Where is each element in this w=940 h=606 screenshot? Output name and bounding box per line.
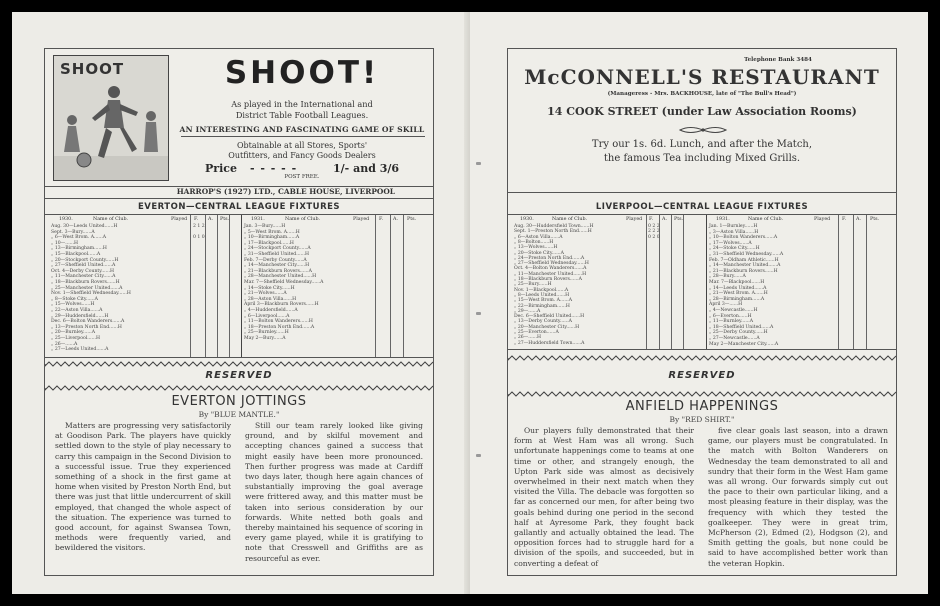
- fixture-row: „ 11—Manchester United......H: [514, 271, 587, 277]
- anfield-happenings-col1: Our players fully demonstrated that their form at West Ham was all wrong. Such unfortunate happenings come to teams at one time or other, and strangely enough, the Upton Park side was almost as decisively overwhelmed in their next match when they visited the Villa. The debacle was forgotten so far as concerned our men, for after being two goals behind during one period in the second half at Ayresome Park, they fought back gallantly and actually obtained the lead. The opposition forces had to struggle hard for a division of the spoils, and succeeded, but in converting a defeat of: [514, 426, 694, 568]
- fixture-row: Dec. 6—Sheffield United......H: [514, 314, 585, 320]
- fixture-row: „ 27—Leeds United......A: [51, 347, 109, 353]
- fixture-row: „ 29—Huddersfield......H: [51, 313, 109, 319]
- shoot-logo-text: SHOOT: [60, 60, 125, 78]
- everton-jottings-col1: Matters are progressing very satisfactorily at Goodison Park. The players have quickly settled down to the style of play necessary to carry this campaign in the Second Division to a successful issue. True they experienced something of a shock in the first game at home when visited by Preston North End, but there was just that little undercurrent of skill employed, that changed the whole aspect of the situation. The experience was turned to good account, for against Swansea Town, methods were frequently varied, and bewildered the visitors.: [55, 421, 231, 553]
- shoot-advertisement: [45, 49, 433, 187]
- lfc-header-a: A.: [662, 217, 667, 222]
- fixture-row: April 3—Blackburn Rovers......H: [244, 302, 319, 308]
- lfc-header-pts: Pts.: [674, 217, 684, 222]
- fixture-row: „ 25—Liverpool......H: [51, 336, 101, 341]
- fixture-row: „ 21—West Brom. A......H: [709, 291, 768, 297]
- anfield-happenings-byline: By "RED SHIRT.": [669, 415, 735, 424]
- fixture-row: „ 25—Bury......H: [514, 282, 552, 288]
- restaurant-line-2: the famous Tea including Mixed Grills.: [603, 153, 801, 164]
- fixture-row: „ 25—Manchester United......A: [51, 285, 123, 291]
- liverpool-fixtures-heading: LIVERPOOL—CENTRAL LEAGUE FIXTURES: [595, 202, 809, 212]
- reserved-label-right: RESERVED: [668, 370, 736, 381]
- fixture-row: „ 11—Bolton Wanderers......H: [244, 319, 313, 325]
- zigzag-rule-top-right: [508, 355, 896, 361]
- fixture-row: „ 18—Preston North End......A: [244, 324, 315, 330]
- fixture-row: „ 27—Sheffield Wednesday......H: [514, 261, 589, 267]
- fixture-row: Nov. 1—Blackpool......A: [514, 287, 569, 293]
- price-label: Price: [205, 162, 237, 175]
- reserved-label: RESERVED: [205, 370, 273, 381]
- fixture-row: May 2—Bury......A: [244, 336, 286, 341]
- restaurant-title: McCONNELL'S RESTAURANT: [524, 65, 880, 89]
- fixture-row: Oct. 4—Bolton Wanderers......A: [514, 266, 587, 272]
- fixture-row: „ 8—Leeds United......H: [514, 292, 570, 298]
- everton-jottings-byline: By "BLUE MANTLE.": [198, 410, 280, 419]
- fixture-row: „ 6—West Brom. A......A: [51, 235, 107, 241]
- fixtures-header-f: F.: [194, 217, 199, 222]
- fixture-row: 2 2 2: [648, 229, 660, 235]
- fixture-row: „ 10—Birmingham......A: [244, 235, 300, 241]
- fixture-row: „ 21—Wolves......A: [244, 291, 287, 297]
- fixture-row: 0 1 0: [193, 235, 205, 241]
- fixture-row: „ 13—Wolves......H: [514, 245, 558, 251]
- fixture-row: „ 26—......H: [514, 335, 542, 341]
- fixture-row: Oct. 4—Derby County......H: [51, 268, 115, 274]
- fixtures-header-played: Played: [171, 217, 188, 222]
- anfield-happenings-title: ANFIELD HAPPENINGS: [625, 399, 779, 414]
- fixtures-header-pts: Pts.: [220, 217, 230, 222]
- fixture-row: „ 6—Aston Villa......A: [514, 234, 563, 240]
- fixture-row: „ 31—Sheffield Wednesday......A: [709, 252, 784, 257]
- fixture-row: „ 22—Aston Villa......A: [51, 308, 103, 313]
- lfc-header-played: Played: [626, 217, 643, 222]
- fixture-row: Sept. 1—Preston North End......H: [514, 229, 592, 235]
- fixture-row: „ 29—......A: [514, 308, 541, 314]
- fixture-row: „ 8—Stoke City......A: [51, 296, 98, 302]
- ad-bottom-rule: [45, 198, 433, 199]
- fixture-row: „ 20—Stoke City......A: [514, 250, 564, 256]
- fixtures-header-pts-2: Pts.: [407, 217, 417, 222]
- price-dashes: - - - - -: [250, 162, 298, 175]
- fixture-row: „ 20—Manchester City......H: [514, 324, 580, 330]
- staple-middle: [476, 312, 481, 315]
- fixture-row: „ 18—Blackburn Rovers......A: [514, 277, 582, 282]
- ad-tagline: AN INTERESTING AND FASCINATING GAME OF SKILL: [179, 125, 425, 134]
- fixture-row: Feb. 7—Derby County......A: [244, 257, 307, 263]
- fixture-row: „ 13—Derby County......A: [514, 319, 572, 325]
- lfc-year-1931: 1931.: [716, 217, 730, 222]
- fixture-row: „ 17—Blackpool......H: [244, 240, 294, 246]
- fixture-row: „ 27—Newcastle......A: [709, 336, 760, 341]
- fixture-row: „ 14—Manchester United......A: [709, 263, 781, 269]
- fixture-row: „ 13—Birmingham......H: [51, 246, 107, 252]
- fixture-row: „ 15—Blackpool......A: [51, 252, 101, 257]
- lfc-header-f-2: F.: [842, 217, 847, 222]
- fixture-row: „ 6—Everton......H: [709, 313, 752, 319]
- fixture-row: „ 8—Bolton......H: [514, 239, 554, 245]
- fixture-row: 0 2 0: [648, 234, 660, 240]
- fixture-row: „ 5—West Brom. A......H: [244, 229, 300, 235]
- restaurant-address: 14 COOK STREET (under Law Association Rooms): [547, 105, 857, 118]
- fixture-row: Mar. 7—Blackpool......H: [709, 280, 765, 285]
- fixture-row: Jan. 1—Burnley......H: [709, 224, 758, 229]
- fixture-row: „ 15—Wolves......H: [51, 302, 95, 308]
- fixture-row: 2 1 2: [193, 224, 205, 229]
- fixture-row: „ 28—Manchester United......H: [244, 274, 317, 280]
- shoot-title: SHOOT!: [224, 55, 380, 91]
- fixture-row: „ 20—Stockport County......H: [51, 257, 119, 263]
- everton-jottings-col2: Still our team rarely looked like giving ground, and by skilful movement and accepting chances gained a success that might easily have been more pronounced. Then further progress was made at Cardiff two days later, though here again chances of substantially improving the goal average were frittered away, and this matter must be taken into serious consideration by our forwards. White netted both goals and thereby maintained his sequence of scoring in every game played, while it is gratifying to note that Cresswell and Griffiths are as resourceful as ever.: [245, 421, 423, 563]
- harrops-maker: HARROP'S (1927) LTD., CABLE HOUSE, LIVERPOOL: [176, 187, 395, 196]
- fixture-row: „ 24—Stoke City......H: [709, 246, 760, 252]
- price-value: 1/- and 3/6: [333, 162, 400, 175]
- lfc-header-name: Name of Club.: [552, 217, 588, 222]
- telephone-line: Telephone Bank 3484: [744, 57, 812, 63]
- fixture-row: April 3—......H: [709, 302, 743, 308]
- zigzag-rule-bottom-right: [508, 391, 896, 397]
- fixture-row: Nov. 1—Sheffield Wednesday......H: [51, 291, 131, 297]
- ornament-icon: [678, 125, 728, 135]
- zigzag-rule-top: [45, 361, 433, 367]
- ad-line-3: Obtainable at all Stores, Sports': [236, 141, 368, 150]
- staple-bottom: [476, 454, 481, 457]
- fixture-row: „ 18—Sheffield United......A: [709, 324, 774, 330]
- fixture-row: „ 14—Manchester City......H: [244, 263, 310, 269]
- fixture-row: „ 20—Burnley......A: [51, 330, 96, 336]
- fixture-row: „ 17—Wolves......A: [709, 240, 752, 246]
- fixture-row: May 2—Manchester City......A: [709, 341, 779, 347]
- zigzag-rule-bottom: [45, 385, 433, 391]
- fixture-row: „ 21—Blackburn Rovers......H: [709, 268, 778, 274]
- everton-fixtures-table: [45, 214, 433, 358]
- fixtures-header-f-2: F.: [379, 217, 384, 222]
- fixture-row: „ 31—Sheffield United......H: [244, 252, 309, 257]
- anfield-happenings-col2: five clear goals last season, into a drawn game, our players must be congratulated. In the match with Bolton Wanderers on Wednesday the team demonstrated to all and sundry that their form in the West Ham game was all wrong. Our forwards simply cut out the pace to their own particular liking, and a most pleasing feature in their display, was the frequency with which they tested the goalkeeper. They were in great trim, McPherson (2), Edmed (2), Hodgson (2), and Smith getting the goals, but none could be said to have accomplished better work than the veteran Hopkin.: [708, 426, 888, 568]
- fixture-row: „ 28—Bury......A: [709, 274, 746, 280]
- fixture-row: „ 11—Manchester City......A: [51, 274, 116, 280]
- restaurant-manageress: (Manageress - Mrs. BACKHOUSE, late of "The Bull's Head"): [607, 91, 797, 97]
- ad-line-4: Outfitters, and Fancy Goods Dealers: [228, 151, 376, 160]
- fixture-row: „ 27—Huddersfield Town......A: [514, 340, 585, 346]
- fixtures-header-name: Name of Club.: [93, 217, 129, 222]
- fixture-row: „ 10—......H: [51, 240, 79, 246]
- ad-line-2: District Table Football Leagues.: [235, 110, 369, 120]
- fixture-row: „ 10—Bolton Wanderers......A: [709, 235, 778, 241]
- fixture-row: Dec. 6—Bolton Wanderers......A: [51, 319, 125, 325]
- restaurant-line-1: Try our 1s. 6d. Lunch, and after the Match,: [591, 139, 813, 150]
- fixture-row: „ 13—Preston North End......H: [51, 324, 122, 330]
- programme-spread: [12, 12, 928, 594]
- left-page: [12, 12, 470, 594]
- fixture-row: „ 4—Huddersfield......A: [244, 308, 298, 313]
- fixture-row: „ 27—Sheffield United......A: [51, 263, 116, 269]
- fixture-row: „ 3—Aston Villa......H: [709, 229, 759, 235]
- lfc-header-pts-2: Pts.: [870, 217, 880, 222]
- fixture-row: „ 25—Derby County......H: [709, 330, 768, 336]
- right-page-frame: [507, 48, 897, 576]
- everton-jottings-title: EVERTON JOTTINGS: [171, 394, 307, 409]
- ad-line-1: As played in the International and: [231, 99, 373, 109]
- fixtures-header-played-2: Played: [353, 217, 370, 222]
- fixture-row: „ 28—Birmingham......A: [709, 296, 765, 302]
- fixture-row: „ 25—Burnley......H: [244, 330, 289, 336]
- left-page-frame: [44, 48, 434, 576]
- lfc-header-a-2: A.: [856, 217, 861, 222]
- shoot-game-illustration: [53, 55, 169, 181]
- fixture-row: „ 26—......A: [51, 341, 78, 347]
- tagline-rule: [181, 136, 425, 137]
- fixtures-year-1930: 1930.: [59, 217, 73, 222]
- fixtures-header-a: A.: [208, 217, 213, 222]
- fixture-row: „ 6—Liverpool......A: [244, 313, 290, 319]
- fixtures-header-name-2: Name of Club.: [285, 217, 321, 222]
- fixture-row: Mar. 7—Sheffield Wednesday......A: [244, 280, 324, 285]
- lfc-header-f: F.: [649, 217, 654, 222]
- everton-fixtures-heading: EVERTON—CENTRAL LEAGUE FIXTURES: [137, 202, 341, 212]
- staple-top: [476, 162, 481, 165]
- fixture-row: Aug. 30—Leeds United......H: [51, 224, 118, 229]
- fixture-row: Sept. 3—Bury......A: [51, 229, 95, 235]
- fixture-row: „ 21—Blackburn Rovers......A: [244, 268, 312, 274]
- fixture-row: „ 28—Aston Villa......H: [244, 296, 297, 302]
- ad-bottom-rule-right: [508, 192, 896, 193]
- lfc-header-name-2: Name of Club.: [748, 217, 784, 222]
- fixtures-year-1931: 1931.: [251, 217, 265, 222]
- fixture-row: „ 11—Burnley......A: [709, 319, 754, 325]
- fixture-row: „ 25—Everton......A: [514, 330, 559, 335]
- right-page: [470, 12, 928, 594]
- fixture-row: „ 24—Preston North End......A: [514, 255, 585, 261]
- fixture-row: Feb. 7—Oldham Athletic......H: [709, 257, 779, 263]
- fixture-row: Jan. 3—Bury......H: [244, 224, 286, 229]
- fixture-row: „ 14—Leeds United......A: [709, 285, 767, 291]
- fixture-row: „ 24—Stockport County......A: [244, 246, 311, 252]
- footballer-icon: [54, 56, 169, 181]
- fixture-row: „ 22—Birmingham......H: [514, 303, 570, 309]
- fixture-row: „ 14—Stoke City......H: [244, 285, 295, 291]
- fixture-row: Aug. 30—Huddersfield Town......H: [514, 224, 594, 229]
- fixtures-header-a-2: A.: [393, 217, 398, 222]
- lfc-year-1930: 1930.: [520, 217, 534, 222]
- fixture-row: 0 2 2: [648, 224, 660, 229]
- fixture-row: „ 4—Newcastle......H: [709, 308, 758, 313]
- fixture-row: „ 18—Blackburn Rovers......H: [51, 280, 120, 285]
- liverpool-fixtures-table: [508, 214, 896, 350]
- lfc-header-played-2: Played: [814, 217, 831, 222]
- fixture-row: „ 15—West Brom. A......A: [514, 298, 573, 304]
- post-free: POST FREE.: [284, 174, 320, 180]
